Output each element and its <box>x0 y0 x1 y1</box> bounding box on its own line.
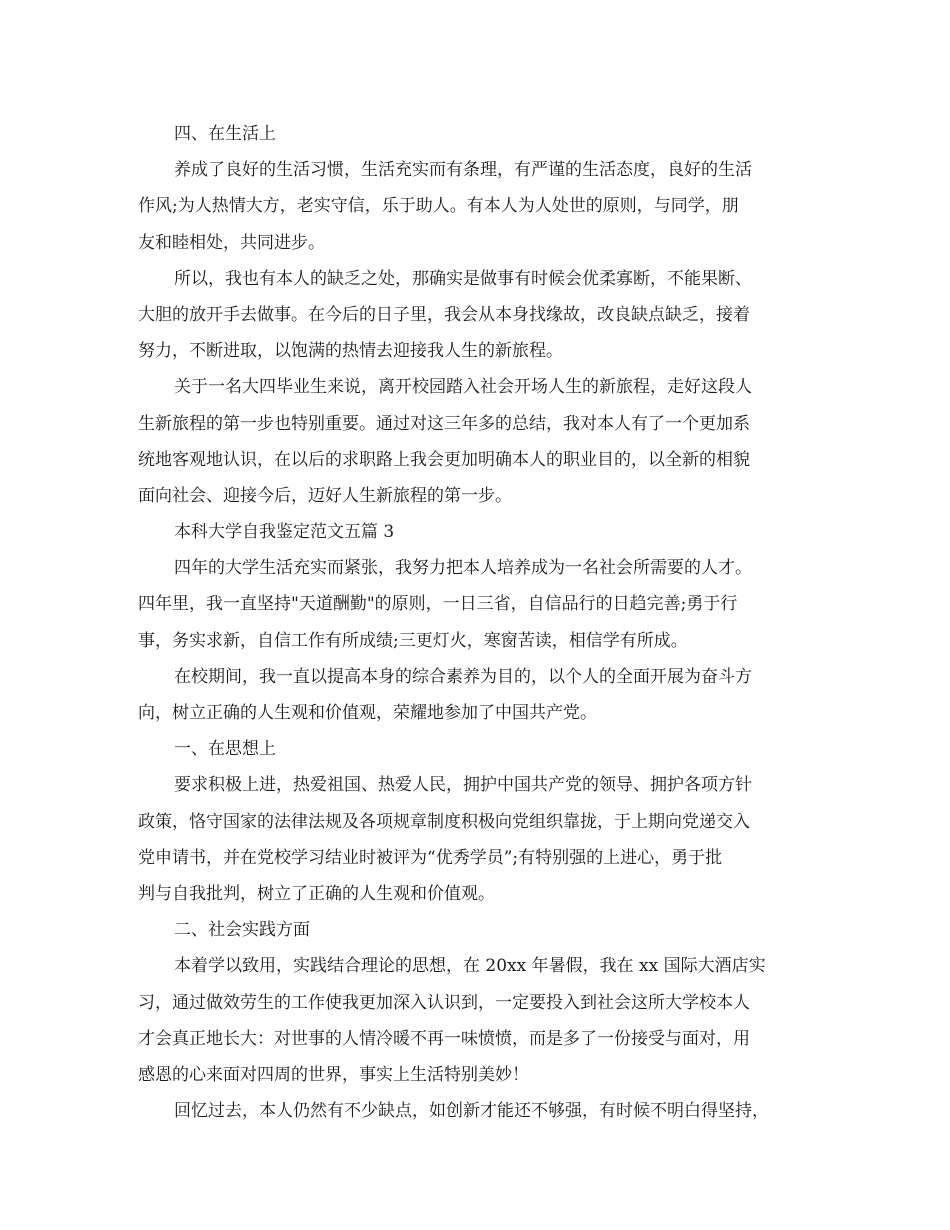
text-line: 事，务实求新，自信工作有所成绩;三更灯火，寒窗苦读，相信学有所成。 <box>138 630 688 651</box>
text-line: 要求积极上进，热爱祖国、热爱人民，拥护中国共产党的领导、拥护各项方针 <box>174 775 752 796</box>
document-body <box>138 116 826 1129</box>
text-line: 习，通过做效劳生的工作使我更加深入认识到，一定要投入到社会这所大学校本人 <box>138 992 750 1013</box>
text-line: 政策，恪守国家的法律法规及各项规章制度积极向党组织靠拢，于上期向党递交入 <box>138 811 750 832</box>
text-line: 一、在思想上 <box>174 739 276 760</box>
text-line: 感恩的心来面对四周的世界，事实上生活特别美妙！ <box>138 1064 529 1085</box>
text-line: 努力，不断进取，以饱满的热情去迎接我人生的新旅程。 <box>138 341 563 362</box>
text-line: 作风;为人热情大方，老实守信，乐于助人。有本人为人处世的原则，与同学，朋 <box>138 196 739 217</box>
text-line: 二、社会实践方面 <box>174 920 310 941</box>
text-line: 关于一名大四毕业生来说，离开校园踏入社会开场人生的新旅程，走好这段人 <box>174 377 752 398</box>
text-line: 四、在生活上 <box>174 124 276 144</box>
text-line: 本着学以致用，实践结合理论的思想，在 20xx 年暑假，我在 xx 国际大酒店实 <box>174 956 766 977</box>
text-line: 养成了良好的生活习惯，生活充实而有条理，有严谨的生活态度，良好的生活 <box>174 160 752 181</box>
text-line: 才会真正地长大：对世事的人情冷暖不再一味愤愤，而是多了一份接受与面对，用 <box>138 1028 750 1049</box>
text-line: 生新旅程的第一步也特别重要。通过对这三年多的总结，我对本人有了一个更加系 <box>138 413 750 434</box>
text-line: 四年的大学生活充实而紧张，我努力把本人培养成为一名社会所需要的人才。 <box>174 558 752 579</box>
text-line: 回忆过去，本人仍然有不少缺点，如创新才能还不够强，有时候不明白得坚持， <box>174 1101 769 1122</box>
text-line: 本科大学自我鉴定范文五篇 3 <box>174 522 395 543</box>
text-line: 党申请书，并在党校学习结业时被评为“优秀学员”;有特别强的上进心，勇于批 <box>138 847 723 868</box>
text-line: 判与自我批判，树立了正确的人生观和价值观。 <box>138 883 495 904</box>
text-line: 向，树立正确的人生观和价值观，荣耀地参加了中国共产党。 <box>138 703 597 723</box>
text-line: 面向社会、迎接今后，迈好人生新旅程的第一步。 <box>138 485 512 506</box>
text-line: 在校期间，我一直以提高本身的综合素养为目的，以个人的全面开展为奋斗方 <box>174 666 752 687</box>
text-line: 四年里，我一直坚持"天道酬勤"的原则，一日三省，自信品行的日趋完善;勇于行 <box>138 594 738 615</box>
text-line: 大胆的放开手去做事。在今后的日子里，我会从本身找缘故，改良缺点缺乏，接着 <box>138 304 750 325</box>
text-line: 所以，我也有本人的缺乏之处，那确实是做事有时候会优柔寡断，不能果断、 <box>174 268 752 289</box>
text-line: 统地客观地认识，在以后的求职路上我会更加明确本人的职业目的，以全新的相貌 <box>138 449 750 470</box>
text-line: 友和睦相处，共同进步。 <box>138 232 325 253</box>
